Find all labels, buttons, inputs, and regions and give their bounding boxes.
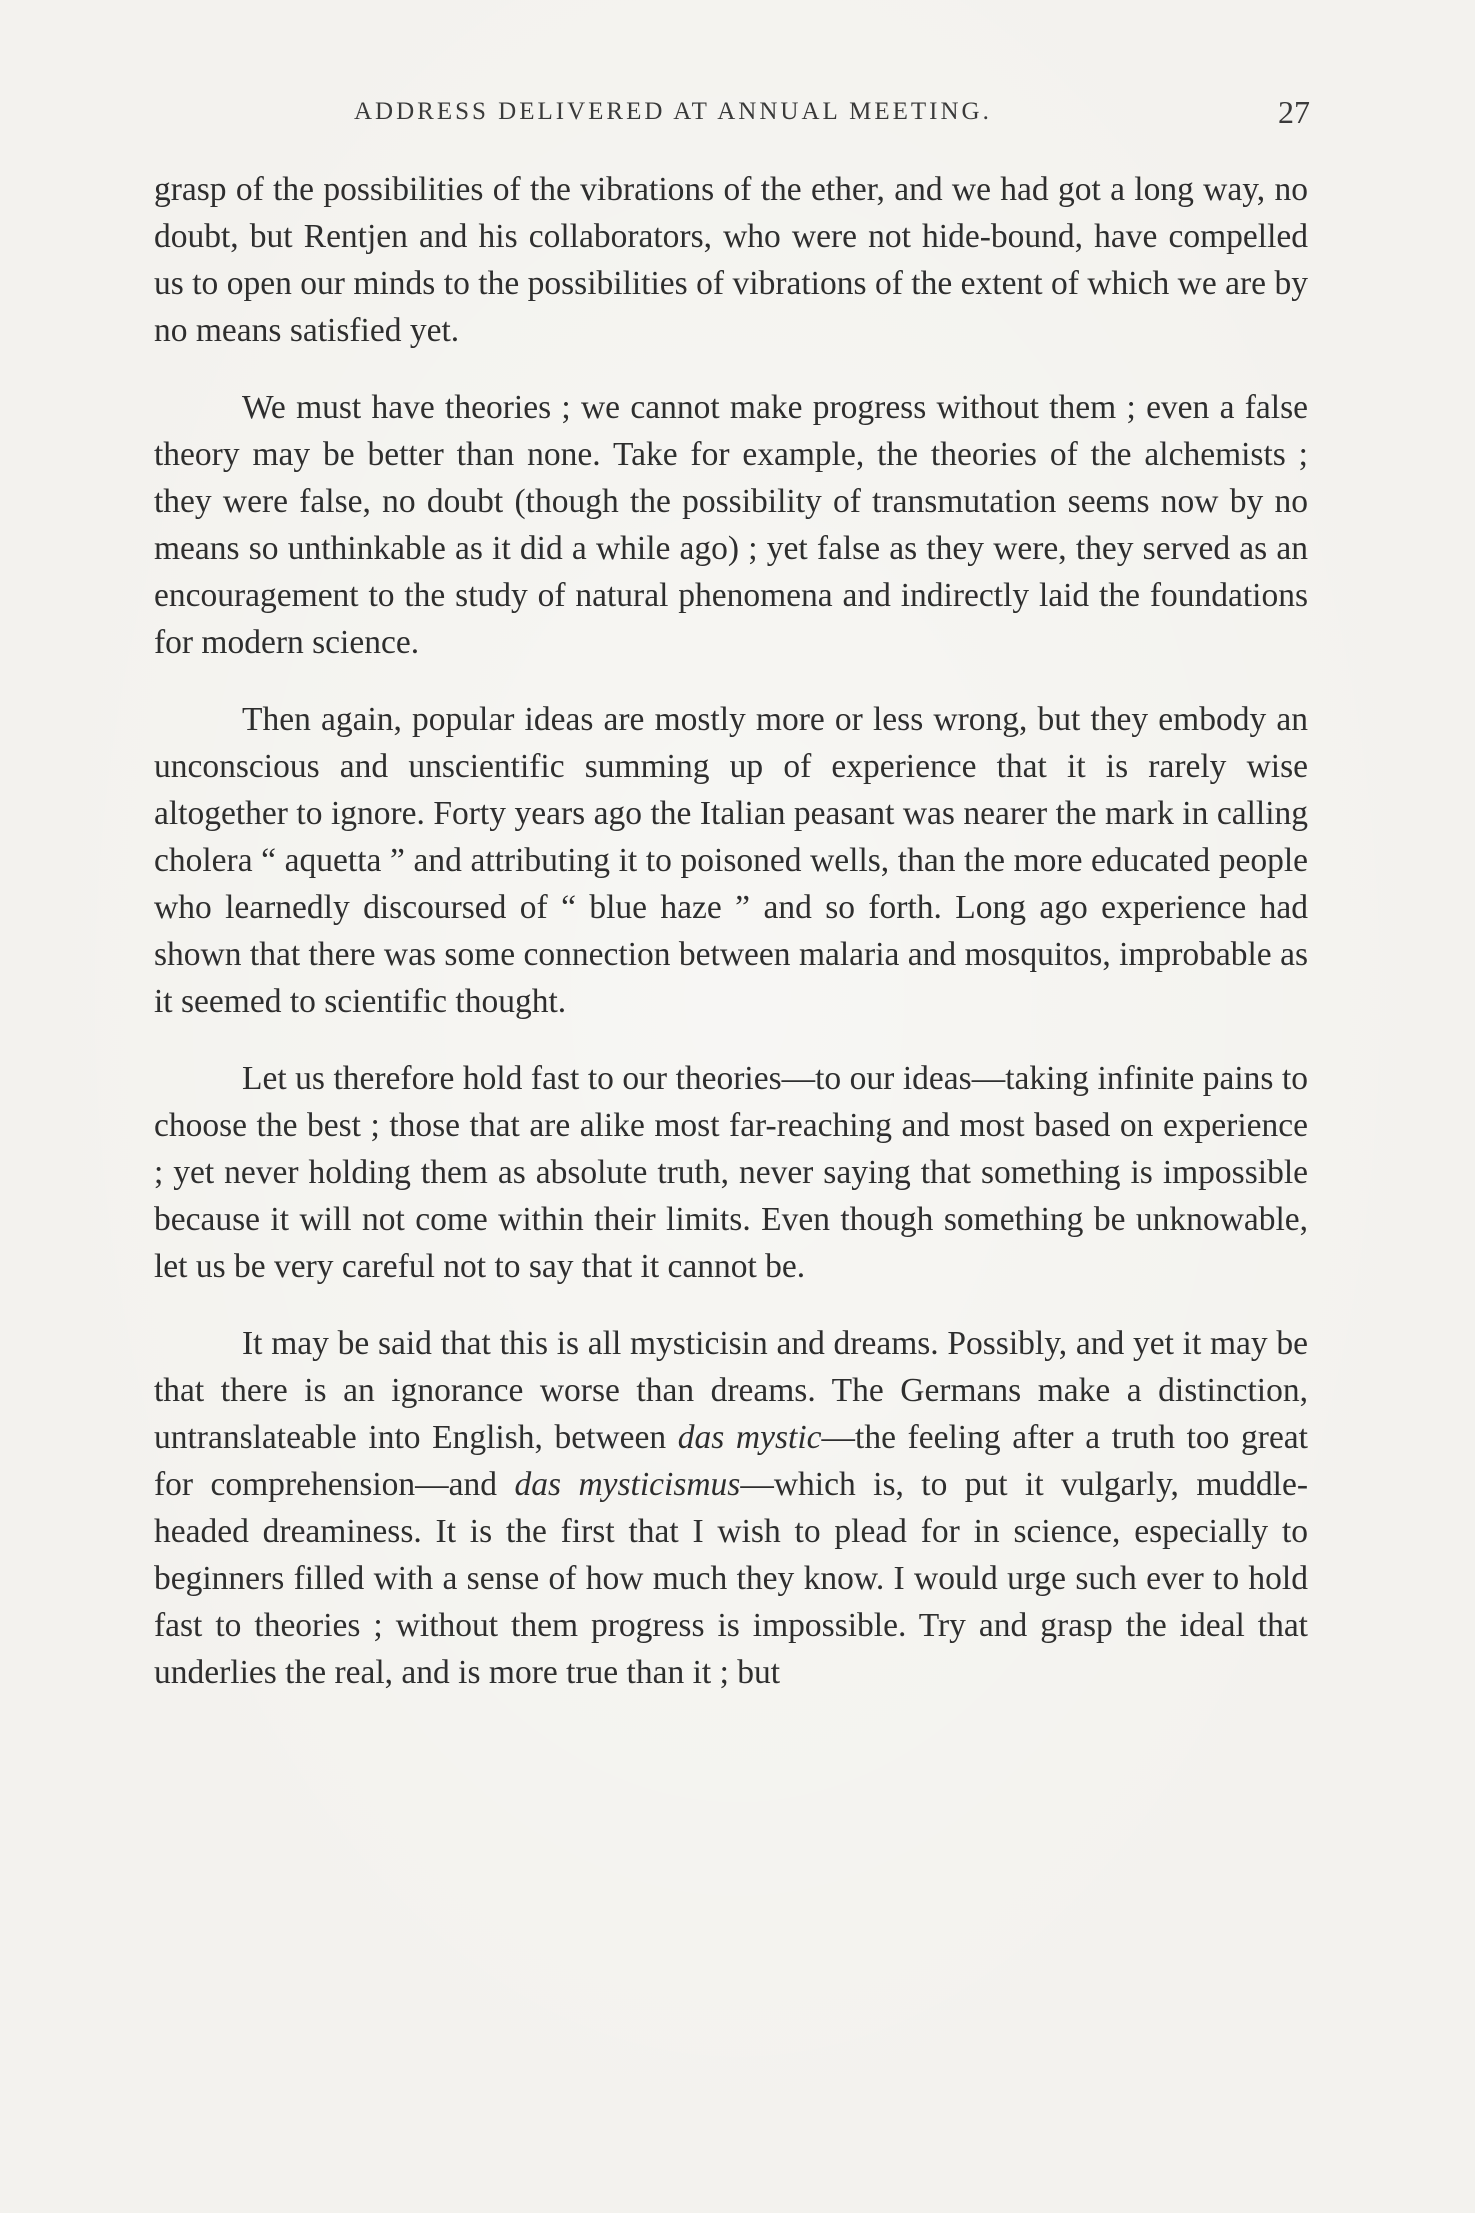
paragraph (154, 1055, 1308, 1290)
running-head: ADDRESS DELIVERED AT ANNUAL MEETING. (354, 98, 992, 125)
paragraph (154, 166, 1308, 354)
text-run: —which is, to put it vulgarly, muddle-headed dreaminess. It is the first that I wish to plead for in science, especially to beginners filled with a sense of how much they know. I would urge such ever to hold fast to theories ; without them progress is impossible. Try and grasp the ideal that underlies the real, and is more true than it ; but (154, 1466, 1308, 1691)
page-number: 27 (1278, 94, 1310, 130)
text-run: Then again, popular ideas are mostly more or less wrong, but they embody an unconscious and unscientific summing up of experience that it is rarely wise altogether to ignore. Forty years ago the Italian peasant was nearer the mark in calling cholera “ aquetta ” and attributing it to poisoned wells, than the more educated people who learnedly discoursed of “ blue haze ” and so forth. Long ago experience had shown that there was some connection between malaria and mosquitos, improbable as it seemed to scientific thought. (154, 701, 1308, 1020)
text-run: We must have theories ; we cannot make progress without them ; even a false theory may be better than none. Take for example, the theories of the alchemists ; they were false, no doubt (though the possibility of transmutation seems now by no means so unthinkable as it did a while ago) ; yet false as they were, they served as an encouragement to the study of natural phenomena and indirectly laid the foundations for modern science. (154, 389, 1308, 661)
text-run: grasp of the possibilities of the vibrations of the ether, and we had got a long way, no doubt, but Rentjen and his collaborators, who were not hide-bound, have compelled us to open our minds to the possibilities of vibrations of the extent of which we are by no means satisfied yet. (154, 171, 1308, 349)
paragraph (154, 1320, 1308, 1696)
text-run: Let us therefore hold fast to our theories—to our ideas—taking infinite pains to choose the best ; those that are alike most far-reaching and most based on experience ; yet never holding them as absolute truth, never saying that something is impossible because it will not come within their limits. Even though something be unknowable, let us be very careful not to say that it cannot be. (154, 1060, 1308, 1285)
text-run: —the feeling after a truth too great for comprehension—and (154, 1419, 1308, 1503)
paragraph (154, 384, 1308, 666)
body-text (154, 166, 1308, 1726)
paragraph (154, 696, 1308, 1025)
italic-term: das mystic (677, 1419, 822, 1456)
text-run: It may be said that this is all mysticisin and dreams. Possibly, and yet it may be that there is an ignorance worse than dreams. The Germans make a distinction, untranslateable into English, between (154, 1325, 1308, 1456)
italic-term: das mysticismus (514, 1466, 741, 1503)
page-header (154, 94, 1310, 138)
